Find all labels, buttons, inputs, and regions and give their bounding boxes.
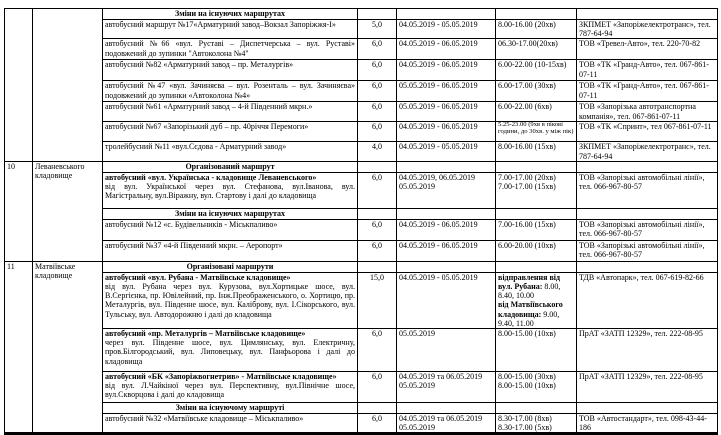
schedule-line bbox=[498, 329, 574, 338]
schedule-line bbox=[498, 300, 574, 328]
cemetery-section bbox=[5, 9, 717, 162]
dates-cell bbox=[397, 262, 496, 273]
route-description-line bbox=[105, 282, 355, 319]
route-row bbox=[103, 414, 717, 433]
carrier-cell bbox=[577, 209, 717, 220]
carrier-line bbox=[579, 20, 715, 38]
route-description-line bbox=[105, 273, 355, 282]
carrier-line bbox=[579, 81, 715, 99]
interval-cell: 6,0 bbox=[358, 220, 397, 241]
subsection-header: Зміни на існуючому маршруті bbox=[103, 403, 358, 414]
dates-line bbox=[399, 39, 493, 48]
schedule-cell bbox=[496, 9, 577, 20]
route-description-line bbox=[105, 81, 355, 99]
route-description-cell bbox=[103, 220, 358, 241]
carrier-text: ТОВ «ТК «Гранд-Авто», тел. 067-861-07-11 bbox=[579, 60, 709, 79]
row-number-cell bbox=[5, 9, 33, 162]
route-description-text: автобусний «БК «Запоріжвогнетрив» - Матвіївське кладовище» bbox=[105, 372, 337, 382]
carrier-text: ТОВ «Запорізька автотранспортна компанія», тел. 067-861-07-11 bbox=[579, 102, 696, 121]
schedule-cell bbox=[496, 102, 577, 122]
carrier-line bbox=[579, 60, 715, 78]
dates-line bbox=[399, 142, 493, 151]
interval-cell bbox=[358, 403, 397, 414]
carrier-line bbox=[579, 273, 715, 282]
schedule-text: 8.00-15.00 (10хв) bbox=[498, 329, 556, 339]
carrier-line bbox=[579, 220, 715, 238]
schedule-line bbox=[498, 60, 574, 69]
route-description-line bbox=[105, 241, 355, 250]
carrier-line bbox=[579, 241, 715, 259]
route-description-text: автобусний «пр. Металургів – Матвіївське кладовище» bbox=[105, 329, 306, 339]
route-description-line bbox=[105, 182, 355, 200]
schedule-line bbox=[498, 39, 574, 48]
schedule-cell bbox=[496, 220, 577, 241]
carrier-line bbox=[579, 372, 715, 381]
dates-cell bbox=[397, 20, 496, 39]
interval-cell: 15,0 bbox=[358, 273, 397, 329]
carrier-cell bbox=[577, 81, 717, 102]
dates-cell bbox=[397, 39, 496, 60]
schedule-cell bbox=[496, 209, 577, 220]
carrier-cell bbox=[577, 9, 717, 20]
route-description-line bbox=[105, 60, 355, 69]
carrier-text: ТОВ «Автостандарт», тел. 098-43-44-186 bbox=[579, 414, 707, 433]
carrier-cell bbox=[577, 273, 717, 329]
schedule-text: 6.00-17.00 (30хв) bbox=[498, 81, 556, 91]
interval-cell: 6,0 bbox=[358, 414, 397, 433]
section-rows bbox=[103, 262, 717, 434]
subsection-header-row bbox=[103, 262, 717, 273]
schedule-text: 7.00-17.00 (15хв) bbox=[498, 182, 556, 192]
schedule-cell bbox=[496, 142, 577, 161]
route-description-line bbox=[105, 20, 355, 29]
schedule-cell bbox=[496, 241, 577, 262]
schedule-text: 5.25-23.00 (9хв в пікові години, до 30хв. у між пік) bbox=[498, 122, 574, 136]
dates-line bbox=[399, 60, 493, 69]
route-description-line bbox=[105, 220, 355, 229]
route-description-line bbox=[105, 39, 355, 57]
section-rows bbox=[103, 9, 717, 162]
route-description-cell bbox=[103, 372, 358, 403]
route-description-text: тролейбусний №11 «вул.Сєдова - Арматурний завод» bbox=[105, 142, 287, 152]
carrier-line bbox=[579, 122, 715, 131]
carrier-line bbox=[579, 414, 715, 432]
route-description-cell bbox=[103, 273, 358, 329]
carrier-text: ТОВ «Тревел-Авто», тел. 220-70-82 bbox=[579, 39, 701, 49]
dates-line bbox=[399, 81, 493, 90]
dates-text: 04.05.2019 та 06.05.2019 bbox=[399, 414, 483, 424]
dates-text: 04.05.2019 - 06.05.2019 bbox=[399, 39, 478, 49]
route-row bbox=[103, 39, 717, 60]
route-row bbox=[103, 241, 717, 262]
schedule-cell bbox=[496, 39, 577, 60]
dates-line bbox=[399, 220, 493, 229]
schedule-line bbox=[498, 381, 574, 390]
carrier-cell bbox=[577, 122, 717, 142]
schedule-text: 6.00-20.00 (10хв) bbox=[498, 240, 556, 250]
schedule-cell bbox=[496, 162, 577, 173]
carrier-cell bbox=[577, 142, 717, 161]
carrier-cell bbox=[577, 20, 717, 39]
schedule-cell bbox=[496, 20, 577, 39]
route-description-line bbox=[105, 102, 355, 111]
dates-text: 04.05.2019 - 06.05.2019 bbox=[399, 60, 478, 70]
carrier-cell bbox=[577, 220, 717, 241]
route-description-cell bbox=[103, 173, 358, 209]
schedule-line bbox=[498, 102, 574, 111]
row-number-cell: 10 bbox=[5, 162, 33, 262]
schedule-text: 06.30-17.00(20хв) bbox=[498, 39, 558, 49]
subsection-header-row bbox=[103, 209, 717, 220]
route-description-line bbox=[105, 372, 355, 381]
schedule-cell bbox=[496, 81, 577, 102]
route-description-line bbox=[105, 122, 355, 131]
dates-cell bbox=[397, 209, 496, 220]
interval-cell: 6,0 bbox=[358, 81, 397, 102]
dates-text: 05.05.2019 - 06.05.2019 bbox=[399, 81, 478, 91]
route-description-text: через вул. Південне шосе, вул. Цимлянську, вул. Електричну, пров.Білгородський, вул. Липовецьку, вул. Панфьорова і далі до кладовища bbox=[105, 338, 355, 366]
carrier-cell bbox=[577, 102, 717, 122]
route-description-cell bbox=[103, 414, 358, 433]
carrier-cell bbox=[577, 414, 717, 433]
schedule-text: 8.00-16.00 (20хв) bbox=[498, 20, 556, 29]
dates-cell bbox=[397, 372, 496, 403]
interval-cell: 6,0 bbox=[358, 241, 397, 262]
dates-text: 04.05.2019 - 05.05.2019 bbox=[399, 272, 478, 282]
dates-cell bbox=[397, 414, 496, 433]
dates-text: 05.05.2019 bbox=[399, 423, 435, 433]
dates-line bbox=[399, 381, 493, 390]
route-description-cell bbox=[103, 241, 358, 262]
schedule-text: 6.00-22.00 (10-15хв) bbox=[498, 60, 567, 70]
subsection-header: Організовані маршрути bbox=[103, 262, 358, 273]
carrier-text: ТОВ «Запорізькі автомобільні лінії», тел. 066-967-80-57 bbox=[579, 172, 705, 192]
dates-cell bbox=[397, 60, 496, 81]
schedule-text: 8.00-15.00 (10хв) bbox=[498, 381, 556, 391]
carrier-text: ТДВ «Автопарк», тел. 067-619-82-66 bbox=[579, 272, 704, 282]
cemetery-section bbox=[5, 162, 717, 262]
interval-cell: 6,0 bbox=[358, 372, 397, 403]
route-description-cell bbox=[103, 60, 358, 81]
dates-line bbox=[399, 102, 493, 111]
carrier-text: ПрАТ «ЗАТП 12329», тел. 222-08-95 bbox=[579, 329, 703, 339]
interval-cell: 6,0 bbox=[358, 39, 397, 60]
schedule-text: 7.00-17.00 (20хв) bbox=[498, 172, 556, 182]
dates-cell bbox=[397, 173, 496, 209]
route-description-text: автобусний №66 «вул. Руставі – Диспетчерська – вул. Руставі» подовжений до зупинки "Автоколона №4" bbox=[105, 39, 355, 58]
transport-routes-table bbox=[4, 8, 718, 435]
schedule-line bbox=[498, 20, 574, 29]
schedule-text: 8.30-17.00 (5хв) bbox=[498, 423, 552, 433]
schedule-cell bbox=[496, 122, 577, 142]
schedule-text: 8.00, 8.40, 10.00 bbox=[498, 282, 561, 301]
interval-cell bbox=[358, 209, 397, 220]
route-description-text: від вул. Української через вул. Стефанова, вул.Іванова, вул. Магістральну, вул.Віражну, вул. Стартову і далі до кладовища bbox=[105, 182, 355, 201]
route-row bbox=[103, 372, 717, 403]
carrier-cell bbox=[577, 241, 717, 262]
route-description-text: автобусний №67 «Запорізький дуб – пр. 40річчя Перемоги» bbox=[105, 122, 309, 132]
schedule-text: 6.00-22.00 (6хв) bbox=[498, 102, 552, 112]
interval-cell: 6,0 bbox=[358, 102, 397, 122]
carrier-text: ТОВ «ТК «Спринт», тел 067-861-07-11 bbox=[579, 122, 712, 132]
route-description-text: автобусний №47 «вул. Зачиняєва – вул. Розенталь – вул. Зачиняєва» подовжений до зупинки «Автоколона №4» bbox=[105, 81, 355, 100]
route-description-cell bbox=[103, 20, 358, 39]
schedule-text: від Матвіївського кладовища: bbox=[498, 300, 563, 319]
interval-cell bbox=[358, 262, 397, 273]
route-row bbox=[103, 60, 717, 81]
schedule-line bbox=[498, 423, 574, 432]
dates-text: 05.05.2019 bbox=[399, 381, 435, 391]
route-description-cell bbox=[103, 102, 358, 122]
dates-line bbox=[399, 173, 493, 182]
cemetery-name-cell: Матвіївське кладовище bbox=[33, 262, 103, 434]
schedule-line bbox=[498, 220, 574, 229]
carrier-text: ЗКПМЕТ «Запоріжелектротранс», тел. 787-64-94 bbox=[579, 142, 711, 161]
schedule-line bbox=[498, 142, 574, 151]
row-number-cell: 11 bbox=[5, 262, 33, 434]
schedule-cell bbox=[496, 329, 577, 372]
carrier-cell bbox=[577, 372, 717, 403]
cemetery-name-cell: Леваневського кладовище bbox=[33, 162, 103, 262]
schedule-text: відправлення від вул. Рубана: bbox=[498, 272, 561, 292]
dates-text: 04.05.2019 - 05.05.2019 bbox=[399, 20, 478, 29]
cemetery-section bbox=[5, 262, 717, 434]
route-description-text: автобусний №12 «с. Будівельників - Міськпаливо» bbox=[105, 219, 278, 229]
dates-cell bbox=[397, 403, 496, 414]
schedule-text: 8.00-16.00 (15хв) bbox=[498, 142, 556, 152]
schedule-cell bbox=[496, 60, 577, 81]
carrier-line bbox=[579, 39, 715, 48]
dates-cell bbox=[397, 102, 496, 122]
dates-line bbox=[399, 122, 493, 131]
route-description-line bbox=[105, 142, 355, 151]
route-description-cell bbox=[103, 122, 358, 142]
route-description-text: автобусний №32 «Матвіївське кладовище – Міськпаливо» bbox=[105, 414, 304, 424]
carrier-text: ТОВ «Запорізькі автомобільні лінії», тел. 066-967-80-57 bbox=[579, 219, 705, 239]
route-description-line bbox=[105, 381, 355, 399]
schedule-cell bbox=[496, 403, 577, 414]
schedule-line bbox=[498, 241, 574, 250]
schedule-text: 7.00-16.00 (15хв) bbox=[498, 219, 556, 229]
route-row bbox=[103, 173, 717, 209]
route-row bbox=[103, 329, 717, 372]
dates-text: 04.05.2019 - 06.05.2019 bbox=[399, 219, 478, 229]
dates-line bbox=[399, 329, 493, 338]
interval-cell: 4,0 bbox=[358, 142, 397, 161]
dates-cell bbox=[397, 9, 496, 20]
route-description-text: автобусний №61 «Арматурний завод – 4-й Південний мкрн.» bbox=[105, 102, 313, 112]
section-rows bbox=[103, 162, 717, 262]
dates-line bbox=[399, 423, 493, 432]
route-description-line bbox=[105, 329, 355, 338]
route-description-text: автобусний «вул. Українська - кладовище Леваневського» bbox=[105, 172, 317, 182]
route-row bbox=[103, 102, 717, 122]
carrier-text: ПрАТ «ЗАТП 12329», тел. 222-08-95 bbox=[579, 372, 703, 382]
route-description-line bbox=[105, 173, 355, 182]
dates-line bbox=[399, 182, 493, 191]
schedule-line bbox=[498, 122, 574, 136]
dates-line bbox=[399, 414, 493, 423]
route-description-text: від вул. Л.Чайкіної через вул. Перспективну, вул.Північне шосе, вул.Скворцова і далі до кладовища bbox=[105, 381, 355, 400]
carrier-cell bbox=[577, 329, 717, 372]
schedule-cell bbox=[496, 273, 577, 329]
carrier-text: ТОВ «Запорізькі автомобільні лінії», тел. 066-967-80-57 bbox=[579, 240, 705, 260]
subsection-header-row bbox=[103, 9, 717, 20]
route-description-cell bbox=[103, 329, 358, 372]
schedule-line bbox=[498, 173, 574, 182]
schedule-line bbox=[498, 182, 574, 191]
carrier-cell bbox=[577, 173, 717, 209]
schedule-text: 8.30-17.00 (8хв) bbox=[498, 414, 552, 424]
dates-text: 04.05.2019 - 05.05.2019 bbox=[399, 142, 478, 152]
route-description-text: автобусний маршрут №17«Арматурний завод–Вокзал Запоріжжя-І» bbox=[105, 20, 336, 29]
subsection-header-row bbox=[103, 162, 717, 173]
dates-cell bbox=[397, 241, 496, 262]
interval-cell bbox=[358, 9, 397, 20]
subsection-header: Зміни на існуючих маршрутах bbox=[103, 9, 358, 20]
carrier-line bbox=[579, 142, 715, 160]
schedule-line bbox=[498, 81, 574, 90]
route-row bbox=[103, 20, 717, 39]
schedule-line bbox=[498, 414, 574, 423]
dates-cell bbox=[397, 220, 496, 241]
schedule-text: 8.00-15.00 (30хв) bbox=[498, 372, 556, 382]
route-description-text: автобусний №82 «Арматурний завод – пр. Металургів» bbox=[105, 60, 294, 70]
dates-cell bbox=[397, 329, 496, 372]
dates-text: 04.05.2019 та 06.05.2019 bbox=[399, 372, 483, 382]
dates-line bbox=[399, 241, 493, 250]
schedule-cell bbox=[496, 262, 577, 273]
route-description-line bbox=[105, 414, 355, 423]
carrier-text: ТОВ «ТК «Гранд-Авто», тел. 067-861-07-11 bbox=[579, 81, 709, 100]
interval-cell: 6,0 bbox=[358, 329, 397, 372]
dates-cell bbox=[397, 122, 496, 142]
route-description-line bbox=[105, 338, 355, 366]
route-row bbox=[103, 220, 717, 241]
subsection-header: Зміни на існуючих маршрутах bbox=[103, 209, 358, 220]
carrier-text: ЗКПМЕТ «Запоріжелектротранс», тел. 787-64-94 bbox=[579, 20, 711, 39]
route-row bbox=[103, 273, 717, 329]
route-description-cell bbox=[103, 39, 358, 60]
interval-cell: 6,0 bbox=[358, 173, 397, 209]
interval-cell: 6,0 bbox=[358, 122, 397, 142]
carrier-cell bbox=[577, 60, 717, 81]
cemetery-name-cell bbox=[33, 9, 103, 162]
interval-cell bbox=[358, 162, 397, 173]
carrier-line bbox=[579, 329, 715, 338]
carrier-cell bbox=[577, 39, 717, 60]
subsection-header: Організований маршрут bbox=[103, 162, 358, 173]
schedule-cell bbox=[496, 414, 577, 433]
interval-cell: 6,0 bbox=[358, 60, 397, 81]
schedule-cell bbox=[496, 372, 577, 403]
carrier-line bbox=[579, 102, 715, 120]
dates-cell bbox=[397, 142, 496, 161]
carrier-line bbox=[579, 173, 715, 191]
route-description-text: автобусний «вул. Рубана - Матвіївське кладовище» bbox=[105, 272, 291, 282]
schedule-line bbox=[498, 273, 574, 301]
dates-cell bbox=[397, 81, 496, 102]
schedule-text: 9.00, 9.40, 11.00 bbox=[498, 309, 560, 328]
schedule-cell bbox=[496, 173, 577, 209]
route-row bbox=[103, 142, 717, 161]
dates-line bbox=[399, 273, 493, 282]
dates-text: 05.05.2019 bbox=[399, 182, 435, 192]
carrier-cell bbox=[577, 162, 717, 173]
dates-text: 05.05.2019 bbox=[399, 329, 435, 339]
route-description-text: від вул. Рубана через вул. Курузова, вул.Хортицьке шосе, вул. В.Сергієнка, пр. Ювілейний, пр. Інж.Преображенського, о. Хортицю, пр. Металургів, вул. Південне шосе, вул. Каліброву, вул. І.Сікорського, вул. Тульську, вул. Автодорожню і далі до кладовища bbox=[105, 282, 355, 319]
dates-line bbox=[399, 20, 493, 29]
dates-line bbox=[399, 372, 493, 381]
route-row bbox=[103, 122, 717, 142]
dates-cell bbox=[397, 273, 496, 329]
dates-text: 04.05.2019 - 06.05.2019 bbox=[399, 240, 478, 250]
dates-text: 05.05.2019 - 06.05.2019 bbox=[399, 102, 478, 112]
carrier-cell bbox=[577, 262, 717, 273]
schedule-line bbox=[498, 372, 574, 381]
route-description-cell bbox=[103, 81, 358, 102]
carrier-cell bbox=[577, 403, 717, 414]
interval-cell: 5,0 bbox=[358, 20, 397, 39]
dates-cell bbox=[397, 162, 496, 173]
dates-text: 04.05.2019, 06.05.2019 bbox=[399, 172, 475, 182]
route-row bbox=[103, 81, 717, 102]
subsection-header-row bbox=[103, 403, 717, 414]
route-description-cell bbox=[103, 142, 358, 161]
dates-text: 04.05.2019 - 06.05.2019 bbox=[399, 122, 478, 132]
route-description-text: автобусний №37 «4-й Південний мкрн. – Аеропорт» bbox=[105, 240, 283, 250]
